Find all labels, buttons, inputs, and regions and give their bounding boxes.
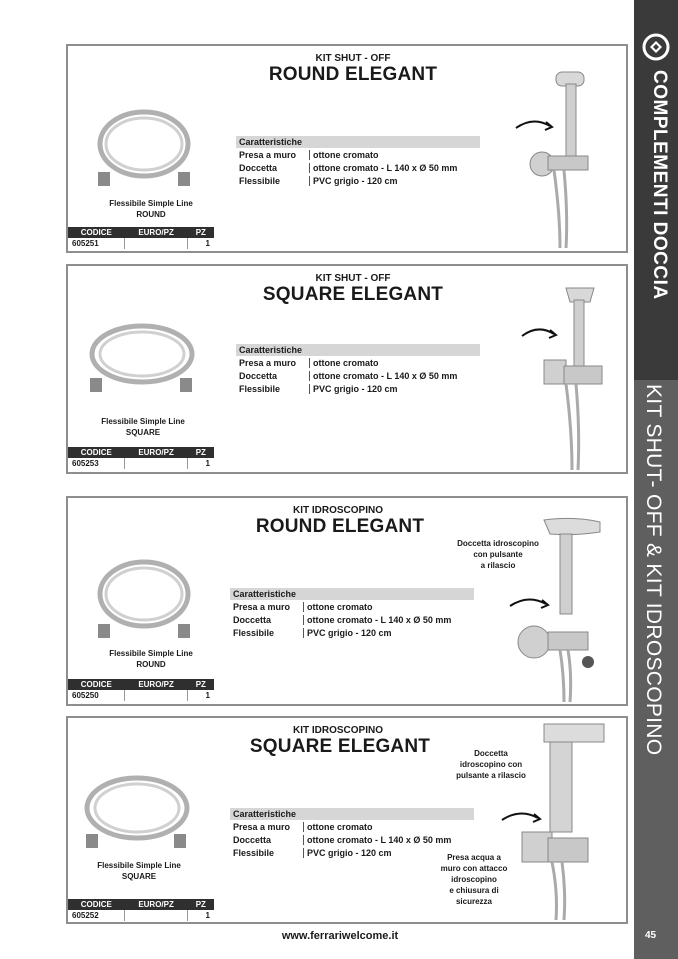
square-shutoff-fixture-image <box>518 280 608 472</box>
qty-cell: 1 <box>205 911 210 920</box>
spec-key: Flessibile <box>239 175 281 186</box>
specs-block <box>230 588 474 639</box>
product-card <box>66 716 628 924</box>
kit-name: SQUARE ELEGANT <box>249 736 431 757</box>
spec-key: Presa a muro <box>233 821 291 832</box>
kit-label: KIT SHUT - OFF <box>315 53 391 64</box>
spec-value: ottone cromato - L 140 x Ø 50 mm <box>309 163 457 173</box>
kit-label: KIT IDROSCOPINO <box>292 725 383 736</box>
hose-image <box>94 554 194 642</box>
spec-value: PVC grigio - 120 cm <box>303 628 392 638</box>
callout-line: idroscopino con <box>459 760 523 769</box>
specs-header: Caratteristiche <box>236 344 480 356</box>
brand-logo-icon <box>641 32 671 62</box>
code-cell: 605250 <box>68 690 125 701</box>
spec-key: Flessibile <box>233 847 275 858</box>
callout-line: idroscopino <box>451 875 497 884</box>
spec-key: Doccetta <box>239 162 278 173</box>
hose-caption-line2: SQUARE <box>121 872 157 881</box>
col-pz: PZ <box>188 679 214 690</box>
hose-caption-line2: SQUARE <box>125 428 161 437</box>
sidebar-subtitle: KIT SHUT- OFF & KIT IDROSCOPINO <box>642 384 665 756</box>
qty-cell: 1 <box>205 459 210 468</box>
kit-name: SQUARE ELEGANT <box>262 284 444 305</box>
code-table <box>68 679 214 701</box>
kit-name: ROUND ELEGANT <box>255 516 425 537</box>
specs-block <box>236 344 480 395</box>
round-bidet-fixture-image <box>504 514 608 704</box>
col-pz: PZ <box>188 227 214 238</box>
hose-image <box>94 104 194 190</box>
price-cell <box>125 238 188 249</box>
spec-value: ottone cromato - L 140 x Ø 50 mm <box>303 835 451 845</box>
col-codice: CODICE <box>68 227 125 238</box>
qty-cell: 1 <box>205 239 210 248</box>
hose-caption-line2: ROUND <box>136 210 166 219</box>
sidebar-title: COMPLEMENTI DOCCIA <box>649 70 670 300</box>
callout-line: pulsante a rilascio <box>456 771 526 780</box>
callout-line: e chiusura di <box>449 886 499 895</box>
round-shutoff-fixture-image <box>508 64 608 250</box>
specs-header: Caratteristiche <box>236 136 480 148</box>
spec-key: Flessibile <box>233 627 275 638</box>
col-codice: CODICE <box>68 447 125 458</box>
product-card <box>66 496 628 706</box>
code-table <box>68 227 214 249</box>
spec-value: ottone cromato <box>303 602 373 612</box>
callout-line: sicurezza <box>455 897 493 906</box>
hose-caption <box>76 648 226 670</box>
hose-image <box>82 770 192 856</box>
price-cell <box>125 690 188 701</box>
callout-line: Doccetta <box>474 749 508 758</box>
square-bidet-fixture-image <box>498 722 608 922</box>
col-euro: EURO/PZ <box>125 447 188 458</box>
code-cell: 605253 <box>68 458 125 469</box>
kit-name: ROUND ELEGANT <box>268 64 438 85</box>
footer-website[interactable]: www.ferrariwelcome.it <box>281 930 399 942</box>
callout-line: muro con attacco <box>440 864 508 873</box>
code-table <box>68 899 214 921</box>
hose-caption-line1: Flessibile Simple Line <box>97 861 181 870</box>
hose-caption <box>76 198 226 220</box>
product-card <box>66 264 628 474</box>
hose-caption-line2: ROUND <box>136 660 166 669</box>
spec-key: Presa a muro <box>233 601 291 612</box>
spec-value: PVC grigio - 120 cm <box>309 384 398 394</box>
price-cell <box>125 458 188 469</box>
callout-line: a rilascio <box>480 561 516 570</box>
spec-key: Doccetta <box>233 614 272 625</box>
col-pz: PZ <box>188 899 214 910</box>
col-codice: CODICE <box>68 899 125 910</box>
callout-line: Presa acqua a <box>447 853 501 862</box>
callout-line: con pulsante <box>473 550 523 559</box>
qty-cell: 1 <box>205 691 210 700</box>
code-table <box>68 447 214 469</box>
spec-value: ottone cromato <box>309 150 379 160</box>
spec-key: Doccetta <box>233 834 272 845</box>
spec-key: Flessibile <box>239 383 281 394</box>
hose-caption <box>68 416 218 438</box>
spec-value: PVC grigio - 120 cm <box>303 848 392 858</box>
col-pz: PZ <box>188 447 214 458</box>
spec-value: ottone cromato <box>303 822 373 832</box>
spec-key: Presa a muro <box>239 149 297 160</box>
kit-label: KIT IDROSCOPINO <box>292 505 383 516</box>
price-cell <box>125 910 188 921</box>
code-cell: 605252 <box>68 910 125 921</box>
specs-block <box>236 136 480 187</box>
hose-caption <box>64 860 214 882</box>
col-codice: CODICE <box>68 679 125 690</box>
spec-key: Presa a muro <box>239 357 297 368</box>
col-euro: EURO/PZ <box>125 227 188 238</box>
product-card <box>66 44 628 253</box>
col-euro: EURO/PZ <box>125 899 188 910</box>
spec-value: ottone cromato - L 140 x Ø 50 mm <box>309 371 457 381</box>
hose-caption-line1: Flessibile Simple Line <box>109 199 193 208</box>
code-cell: 605251 <box>68 238 125 249</box>
spec-value: ottone cromato - L 140 x Ø 50 mm <box>303 615 451 625</box>
specs-header: Caratteristiche <box>230 808 474 820</box>
hose-caption-line1: Flessibile Simple Line <box>109 649 193 658</box>
spec-value: PVC grigio - 120 cm <box>309 176 398 186</box>
callout-line: Doccetta idroscopino <box>457 539 539 548</box>
spec-key: Doccetta <box>239 370 278 381</box>
kit-label: KIT SHUT - OFF <box>315 273 391 284</box>
col-euro: EURO/PZ <box>125 679 188 690</box>
hose-caption-line1: Flessibile Simple Line <box>101 417 185 426</box>
specs-header: Caratteristiche <box>230 588 474 600</box>
page-number: 45 <box>645 930 657 941</box>
spec-value: ottone cromato <box>309 358 379 368</box>
hose-image <box>86 318 198 404</box>
